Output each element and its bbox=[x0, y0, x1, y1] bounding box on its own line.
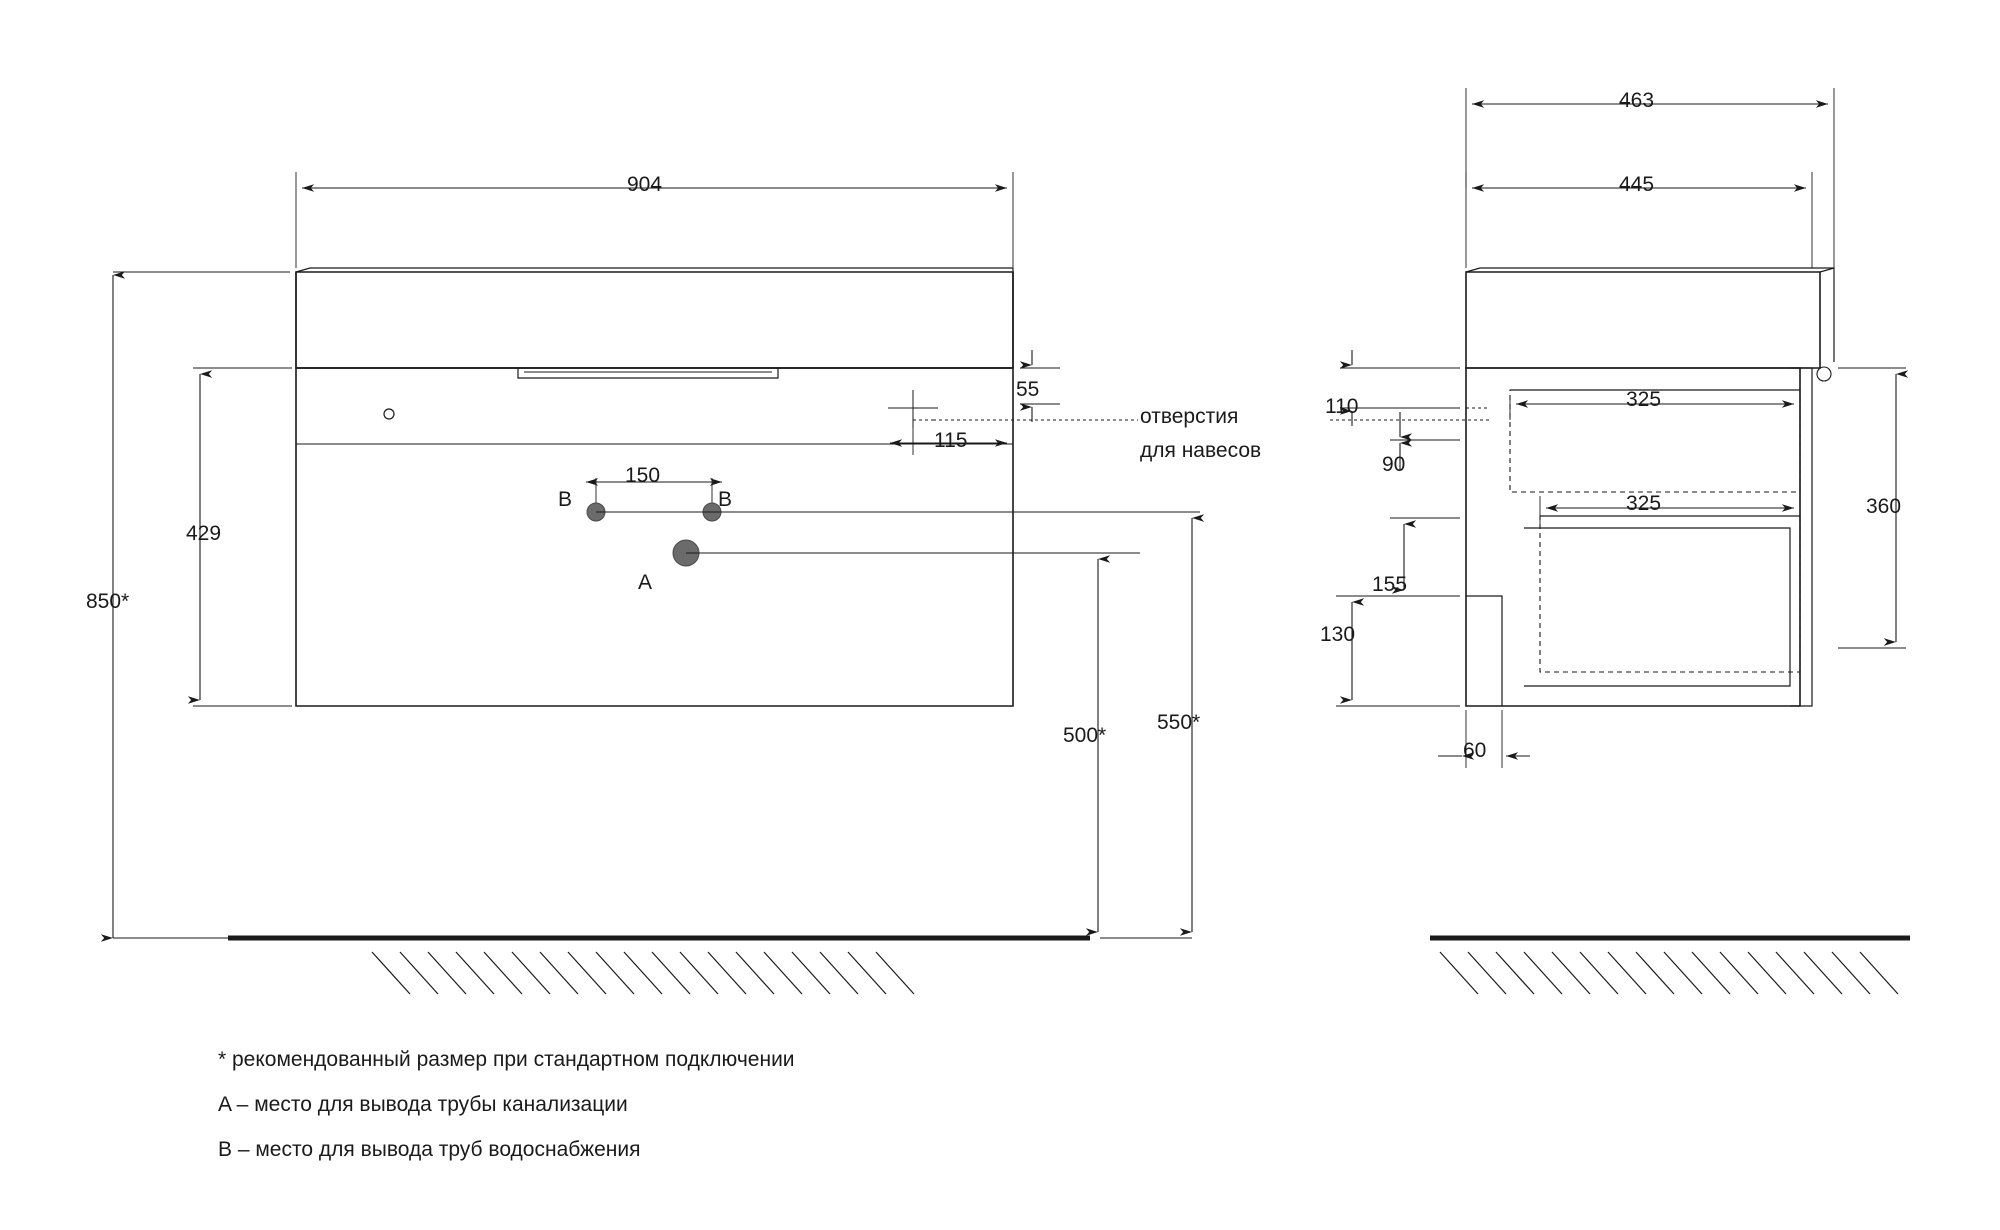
dim-front-total-height: 850* bbox=[86, 590, 130, 613]
dim-front-counter-gap: 55 bbox=[1016, 378, 1040, 401]
dim-side-body-height: 360 bbox=[1866, 495, 1902, 518]
dim-front-pipe-spacing: 150 bbox=[625, 464, 661, 487]
dim-front-offset-right: 115 bbox=[934, 429, 968, 452]
dim-front-water-height: 550* bbox=[1157, 711, 1201, 734]
mark-water-right: B bbox=[718, 488, 733, 511]
legend-item-0: * рекомендованный размер при стандартном подключении bbox=[218, 1048, 795, 1071]
dim-side-foot-depth: 60 bbox=[1463, 739, 1487, 762]
callout-hanger-holes-line2: для навесов bbox=[1140, 439, 1262, 462]
legend-block bbox=[218, 1048, 1118, 1183]
legend-item-2: B – место для вывода труб водоснабжения bbox=[218, 1138, 641, 1161]
dim-side-lower-offset: 155 bbox=[1372, 573, 1408, 596]
dim-side-hanger-offset: 90 bbox=[1382, 453, 1406, 476]
callout-hanger-holes-line1: отверстия bbox=[1140, 405, 1239, 428]
legend-item-1: A – место для вывода трубы канализации bbox=[218, 1093, 628, 1116]
dim-side-top-offset: 110 bbox=[1325, 395, 1359, 418]
dim-front-width: 904 bbox=[627, 173, 663, 196]
dim-side-drawer-depth-top: 325 bbox=[1626, 388, 1662, 411]
dim-side-drawer-depth-bottom: 325 bbox=[1626, 492, 1662, 515]
dim-front-drain-height: 500* bbox=[1063, 724, 1107, 747]
dim-side-plinth-height: 130 bbox=[1320, 623, 1356, 646]
dim-side-depth-inner: 445 bbox=[1619, 173, 1655, 196]
mark-drain: A bbox=[638, 571, 653, 594]
dim-front-body-height: 429 bbox=[186, 522, 222, 545]
dim-side-depth-outer: 463 bbox=[1619, 89, 1655, 112]
mark-water-left: B bbox=[558, 488, 573, 511]
